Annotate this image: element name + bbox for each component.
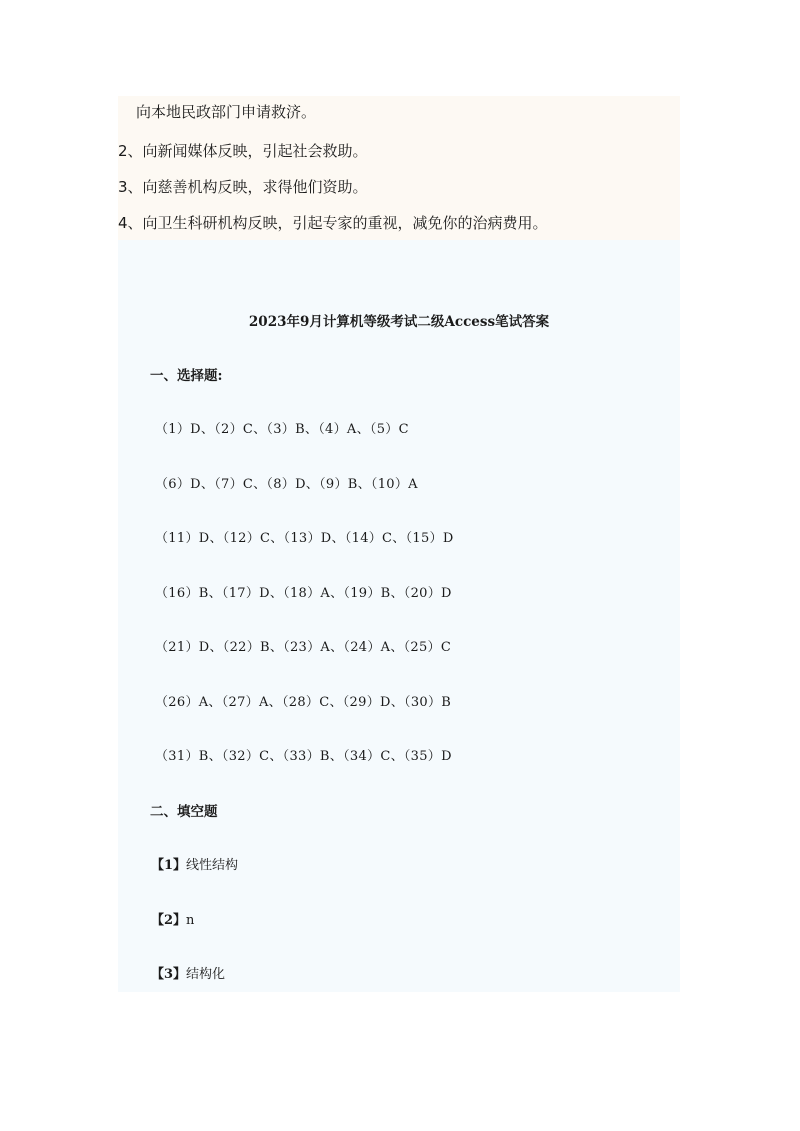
fill-answer-number: 【2】 (151, 913, 187, 928)
choice-answer-row: （26）A、（27）A、（28）C、（29）D、（30）B (155, 695, 452, 710)
list-item-1: 向本地民政部门申请救济。 (136, 103, 317, 121)
document-title: 2023年9月计算机等级考试二级Access笔试答案 (248, 314, 550, 330)
list-item-3: 3、向慈善机构反映，求得他们资助。 (118, 178, 368, 196)
fill-answer-number: 【3】 (151, 967, 187, 982)
fill-answer-text: 线性结构 (186, 858, 239, 873)
fill-answer-text: n (186, 913, 195, 928)
choice-answer-row: （31）B、（32）C、（33）B、（34）C、（35）D (155, 749, 452, 764)
choice-answer-row: （1）D、（2）C、（3）B、（4）A、（5）C (155, 422, 409, 437)
list-item-4: 4、向卫生科研机构反映，引起专家的重视，减免你的治病费用。 (118, 214, 548, 232)
list-item-2: 2、向新闻媒体反映，引起社会救助。 (118, 142, 368, 160)
fill-answer-text: 结构化 (186, 967, 226, 982)
section-heading-choice: 一、选择题: (150, 368, 223, 384)
fill-answer-number: 【1】 (151, 858, 187, 873)
fill-answer-item (151, 965, 225, 985)
fill-answer-item (151, 856, 238, 876)
choice-answer-row: （16）B、（17）D、（18）A、（19）B、（20）D (155, 586, 452, 601)
choice-answer-row: （6）D、（7）C、（8）D、（9）B、（10）A (155, 477, 418, 492)
section-heading-fill: 二、填空题 (150, 804, 218, 820)
answer-section-block (118, 240, 680, 992)
choice-answer-row: （21）D、（22）B、（23）A、（24）A、（25）C (155, 640, 452, 655)
fill-answer-item (151, 911, 194, 931)
choice-answer-row: （11）D、（12）C、（13）D、（14）C、（15）D (155, 531, 454, 546)
